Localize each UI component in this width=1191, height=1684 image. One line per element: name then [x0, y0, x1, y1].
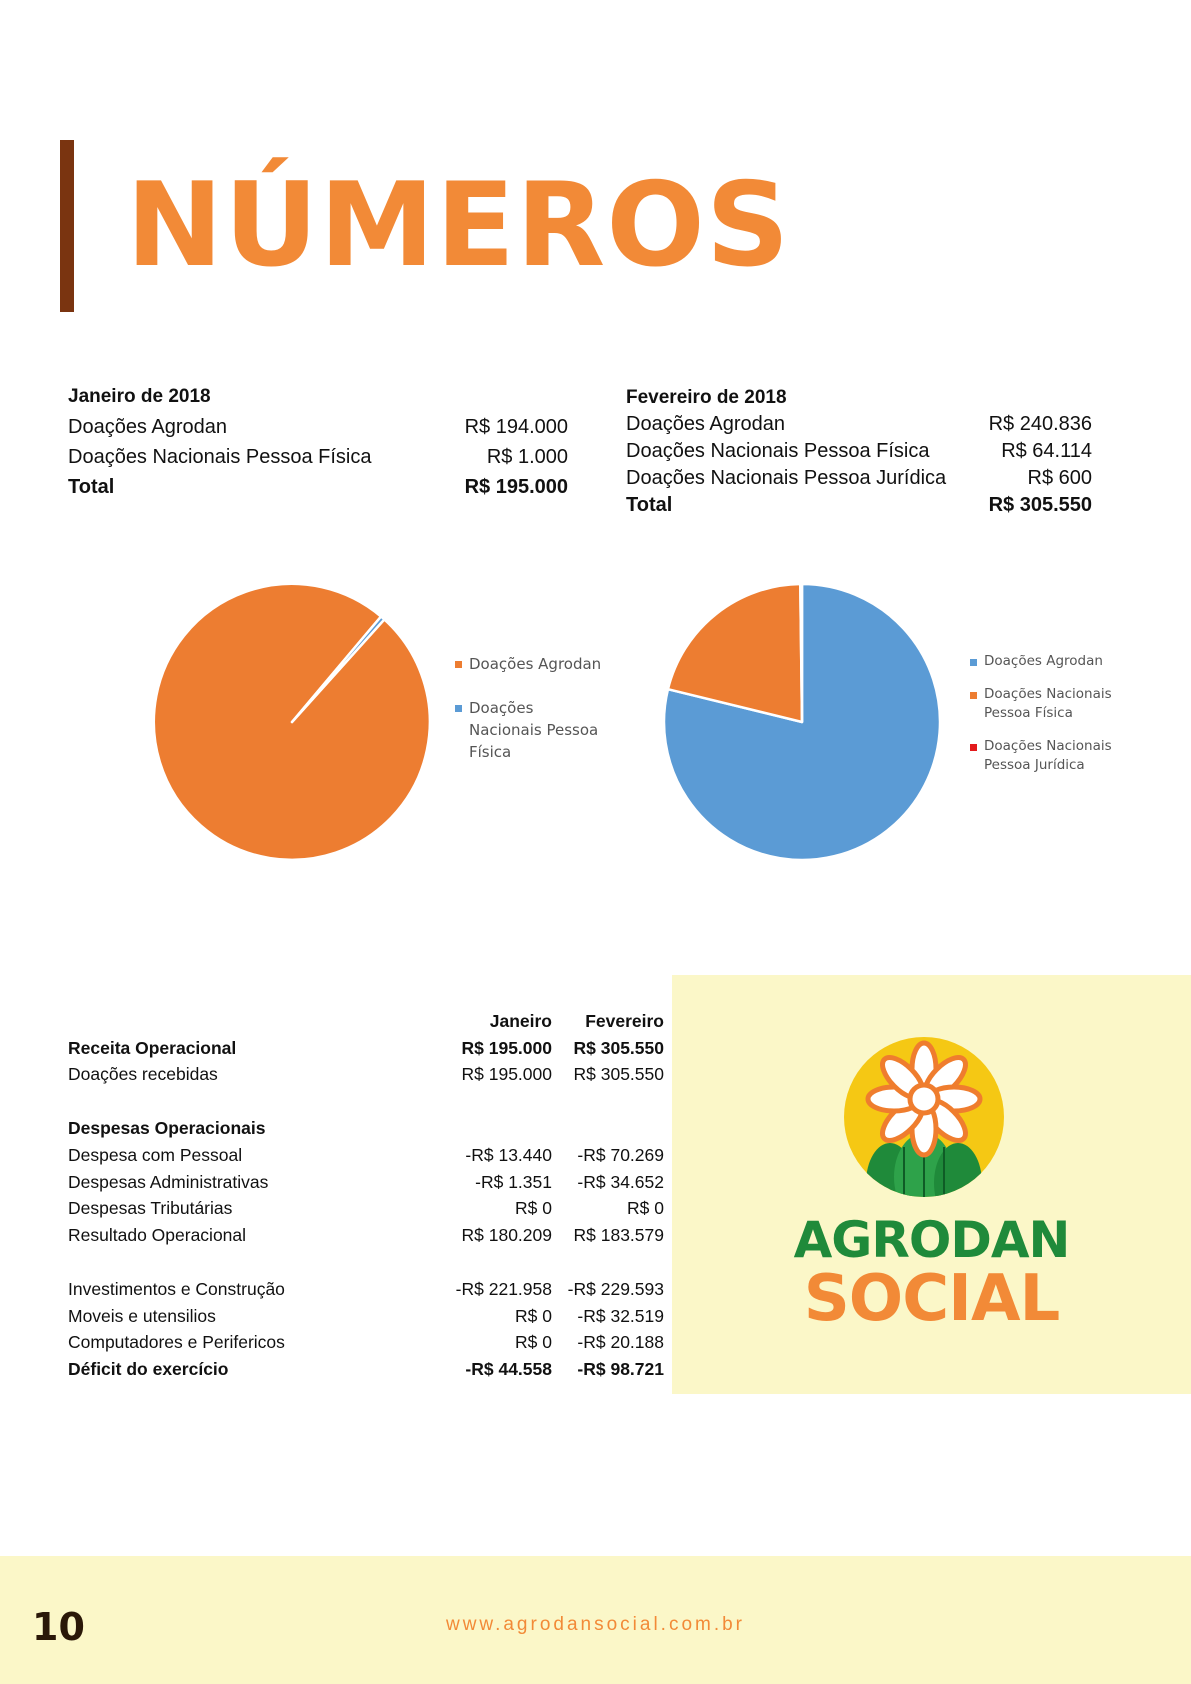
- column-header-january: Janeiro: [489, 1010, 552, 1031]
- table-row: [68, 1035, 664, 1062]
- row-value-january: R$ 180.209: [461, 1225, 552, 1246]
- row-value-january: R$ 0: [515, 1332, 552, 1353]
- table-row: [68, 1356, 664, 1383]
- row-value-february: -R$ 20.188: [577, 1332, 664, 1353]
- legend-label: Doações Nacionais Pessoa Física: [984, 686, 1112, 721]
- row-label: Resultado Operacional: [68, 1225, 247, 1246]
- row-label: Computadores e Perifericos: [68, 1332, 285, 1353]
- table-row: [68, 1142, 664, 1169]
- total-row: [626, 492, 1092, 519]
- logo-text-social: SOCIAL: [803, 1262, 1060, 1336]
- row-value-january: R$ 0: [515, 1305, 552, 1326]
- legend-january: [455, 653, 605, 785]
- table-row: [626, 438, 1092, 465]
- row-value-february: -R$ 98.721: [577, 1359, 664, 1380]
- legend-label: Doações Nacionais Pessoa Física: [469, 699, 599, 761]
- summary-table-february: [626, 384, 1092, 519]
- legend-item: [970, 685, 1130, 723]
- column-header-february: Fevereiro: [585, 1010, 664, 1031]
- row-value-february: -R$ 229.593: [567, 1278, 664, 1299]
- table-row: [68, 1115, 664, 1142]
- legend-swatch: [970, 659, 977, 666]
- page-number: 10: [32, 1605, 85, 1649]
- row-value: R$ 194.000: [464, 415, 568, 438]
- legend-item: [970, 652, 1130, 671]
- legend-february: [970, 652, 1130, 789]
- legend-label: Doações Agrodan: [469, 655, 602, 673]
- row-label: Investimentos e Construção: [68, 1278, 285, 1299]
- row-label: Despesa com Pessoal: [68, 1144, 243, 1165]
- row-value-january: -R$ 13.440: [465, 1144, 552, 1165]
- row-value-february: R$ 183.579: [573, 1225, 664, 1246]
- row-value-january: -R$ 44.558: [465, 1359, 552, 1380]
- legend-label: Doações Agrodan: [984, 653, 1103, 669]
- table-row: [68, 1303, 664, 1330]
- cactus-flower-icon: [844, 1037, 1004, 1197]
- website-link[interactable]: www.agrodansocial.com.br: [445, 1614, 746, 1635]
- row-label: Despesas Tributárias: [68, 1198, 233, 1219]
- pie-slice: [800, 584, 802, 722]
- row-value: R$ 600: [1027, 467, 1092, 489]
- row-label: Despesas Operacionais: [68, 1118, 266, 1139]
- financial-table: [68, 1008, 664, 1383]
- page-title: NÚMEROS: [126, 158, 791, 293]
- legend-item: [455, 653, 605, 675]
- table-row: [68, 1062, 664, 1089]
- row-value-january: R$ 195.000: [461, 1064, 552, 1085]
- row-value-january: -R$ 221.958: [455, 1278, 552, 1299]
- row-label: Moveis e utensilios: [68, 1305, 216, 1326]
- logo-panel: [672, 975, 1191, 1394]
- row-value-january: [376, 1115, 552, 1142]
- legend-swatch: [455, 705, 462, 712]
- pie-chart-january: [150, 580, 434, 864]
- table-spacer-row: [68, 1088, 664, 1115]
- row-value: R$ 1.000: [486, 445, 568, 468]
- row-label: Despesas Administrativas: [68, 1171, 269, 1192]
- row-value-february: -R$ 34.652: [577, 1171, 664, 1192]
- legend-item: [455, 697, 605, 763]
- total-value: R$ 305.550: [988, 494, 1092, 516]
- total-label: Total: [626, 494, 673, 516]
- total-value: R$ 195.000: [464, 475, 568, 498]
- row-label: Doações Agrodan: [626, 413, 786, 435]
- row-value-january: -R$ 1.351: [475, 1171, 552, 1192]
- legend-item: [970, 737, 1130, 775]
- table-row: [626, 411, 1092, 438]
- row-label: Doações Nacionais Pessoa Física: [68, 445, 372, 468]
- legend-swatch: [970, 744, 977, 751]
- table-row: [68, 1330, 664, 1357]
- table-row: [68, 412, 568, 442]
- row-label: Doações Nacionais Pessoa Jurídica: [626, 467, 947, 489]
- summary-title: Janeiro de 2018: [68, 386, 211, 407]
- total-label: Total: [68, 475, 115, 498]
- summary-table-january: [68, 382, 568, 502]
- table-row: [68, 1169, 664, 1196]
- table-row: [68, 1196, 664, 1223]
- table-row: [626, 465, 1092, 492]
- table-header-row: [68, 1008, 664, 1035]
- row-value-february: R$ 0: [627, 1198, 664, 1219]
- logo-text-agrodan: AGRODAN: [793, 1211, 1070, 1269]
- row-value: R$ 64.114: [1001, 440, 1092, 462]
- row-value-february: R$ 305.550: [573, 1037, 664, 1058]
- row-value-february: R$ 305.550: [573, 1064, 664, 1085]
- row-label: Receita Operacional: [68, 1037, 237, 1058]
- legend-label: Doações Nacionais Pessoa Jurídica: [984, 738, 1112, 773]
- total-row: [68, 472, 568, 502]
- row-value-february: -R$ 70.269: [577, 1144, 664, 1165]
- row-label: Doações Agrodan: [68, 415, 228, 438]
- row-label: Déficit do exercício: [68, 1359, 229, 1380]
- title-accent-bar: [60, 140, 74, 312]
- summary-title: Fevereiro de 2018: [626, 386, 787, 408]
- pie-chart-february: [660, 580, 944, 864]
- row-value-february: -R$ 32.519: [577, 1305, 664, 1326]
- row-value-january: R$ 195.000: [461, 1037, 552, 1058]
- row-value-february: [552, 1115, 664, 1142]
- row-value-january: R$ 0: [515, 1198, 552, 1219]
- table-row: [68, 1276, 664, 1303]
- table-row: [68, 442, 568, 472]
- table-spacer-row: [68, 1249, 664, 1276]
- legend-swatch: [455, 661, 462, 668]
- row-value: R$ 240.836: [988, 413, 1092, 435]
- legend-swatch: [970, 692, 977, 699]
- row-label: Doações recebidas: [68, 1064, 218, 1085]
- row-label: Doações Nacionais Pessoa Física: [626, 440, 930, 462]
- table-row: [68, 1222, 664, 1249]
- page-footer: [0, 1556, 1191, 1684]
